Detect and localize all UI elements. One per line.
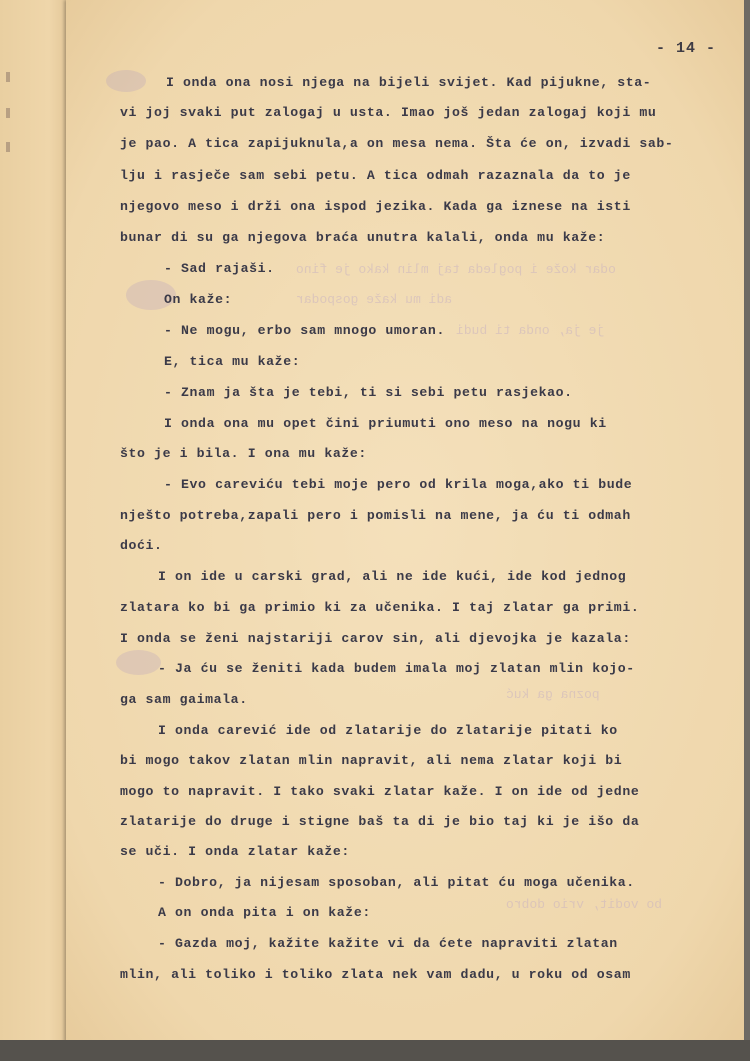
text-line: zlatara ko bi ga primio ki za učenika. I taj zlatar ga primi. [120,600,640,615]
text-line: I onda se ženi najstariji carov sin, ali djevojka je kazala: [120,631,631,646]
bleed-through-text: pozna ga kuć [506,687,600,702]
bleed-through-text: odar kože i pogleda taj mlin kako je fino [296,262,616,277]
ink-blot [106,70,146,92]
margin-mark [6,72,10,82]
text-line: E, tica mu kaže: [164,354,301,369]
text-line: A on onda pita i on kaže: [158,905,371,920]
text-line: ga sam gaimala. [120,692,248,707]
text-line: mlin, ali toliko i toliko zlata nek vam dadu, u roku od osam [120,967,631,982]
bleed-through-text: je ja, onda ti budi [456,323,605,338]
text-line: je pao. A tica zapijuknula,a on mesa nema. Šta će on, izvadi sab- [120,136,674,151]
ink-blot [116,650,161,675]
text-line: doći. [120,538,163,553]
scanner-bed-edge [0,1040,750,1061]
text-line: I on ide u carski grad, ali ne ide kući, ide kod jednog [158,569,627,584]
text-line: mogo to napravit. I tako svaki zlatar kaže. I on ide od jedne [120,784,640,799]
text-line: - Gazda moj, kažite kažite vi da ćete napraviti zlatan [158,936,618,951]
text-line: što je i bila. I ona mu kaže: [120,446,367,461]
text-line: - Znam ja šta je tebi, ti si sebi petu rasjekao. [164,385,573,400]
previous-page-edge [0,0,70,1040]
text-line: bi mogo takov zlatan mlin napravit, ali nema zlatar koji bi [120,753,623,768]
text-line: nješto potreba,zapali pero i pomisli na mene, ja ću ti odmah [120,508,631,523]
text-line: - Ne mogu, erbo sam mnogo umoran. [164,323,445,338]
text-line: I onda ona mu opet čini priumuti ono meso na nogu ki [164,416,607,431]
bleed-through-text: adi mu kaže gospodar [296,292,453,307]
text-line: - Sad rajaši. [164,261,275,276]
margin-mark [6,108,10,118]
text-line: - Evo careviću tebi moje pero od krila moga,ako ti bude [164,477,633,492]
text-line: bunar di su ga njegova braća unutra kalali, onda mu kaže: [120,230,606,245]
text-line: se uči. I onda zlatar kaže: [120,844,350,859]
text-line: On kaže: [164,292,233,307]
text-line: I onda ona nosi njega na bijeli svijet. Kad pijukne, sta- [166,75,652,90]
text-line: njegovo meso i drži ona ispod jezika. Kada ga iznese na isti [120,199,631,214]
margin-mark [6,142,10,152]
text-line: - Dobro, ja nijesam sposoban, ali pitat ću moga učenika. [158,875,635,890]
text-line: - Ja ću se ženiti kada budem imala moj zlatan mlin kojo- [158,661,635,676]
page-number: - 14 - [656,40,717,57]
bleed-through-text: bo vodit, vrio dobro [506,897,663,912]
text-line: lju i rasječe sam sebi petu. A tica odmah razaznala da to je [120,168,631,183]
typewritten-page [66,0,744,1042]
text-line: I onda carević ide od zlatarije do zlatarije pitati ko [158,723,618,738]
text-line: vi joj svaki put zalogaj u usta. Imao još jedan zalogaj koji mu [120,105,657,120]
text-line: zlatarije do druge i stigne baš ta di je bio taj ki je išo da [120,814,640,829]
